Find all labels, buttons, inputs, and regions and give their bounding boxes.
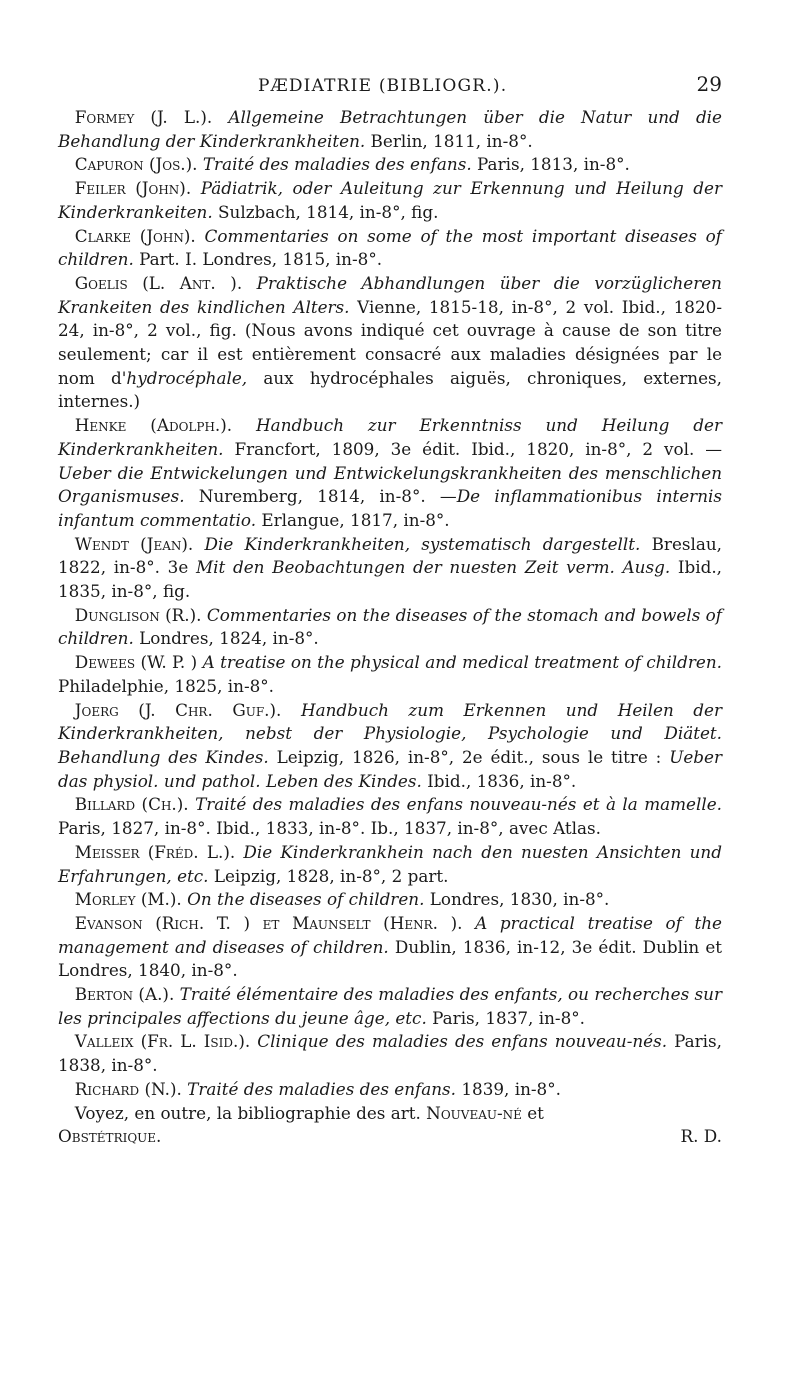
entry-work-title: Die Kinderkrankhein nach den nuesten Ansichten und Erfahrungen, etc. xyxy=(58,841,722,886)
entry-author: Formey (J. L.). xyxy=(74,107,213,127)
entry-work-title: hydrocéphale, xyxy=(126,367,248,388)
entry-author: Evanson (Rich. T. ) et Maunselt (Henr. ). xyxy=(74,912,463,933)
closing-text: Voyez, en outre, la bibliographie des art. xyxy=(74,1102,427,1123)
bibliography-entry xyxy=(58,651,722,698)
bibliography-entry xyxy=(58,841,722,888)
cross-reference: Obstétrique. xyxy=(58,1126,162,1147)
entry-details: Paris, 1813, in-8°. xyxy=(471,154,630,175)
entry-work-title: Allgemeine Betrachtungen über die Natur und die Behandlung der Kinderkrankheiten. xyxy=(58,107,722,151)
entry-author: Morley (M.). xyxy=(74,889,182,910)
entry-details: Londres, 1824, in-8°. xyxy=(133,628,319,649)
author-initials: R. D. xyxy=(680,1126,722,1147)
bibliography-list xyxy=(58,106,722,1102)
entry-author: Joerg (J. Chr. Guf.). xyxy=(74,699,282,720)
bibliography-entry xyxy=(58,106,722,153)
entry-details: Nuremberg, 1814, in-8°. — xyxy=(184,486,457,507)
running-header xyxy=(58,72,722,106)
entry-work-title: Ueber das physiol. und pathol. Leben des Kindes. xyxy=(58,746,722,791)
entry-work-title: Ueber die Entwickelungen und Entwickelungskrankheiten des menschlichen Organismuses. xyxy=(58,462,722,507)
entry-details: Paris, 1827, in-8°. Ibid., 1833, in-8°. Ib., 1837, in-8°, avec Atlas. xyxy=(58,818,601,839)
entry-author: Meisser (Fréd. L.). xyxy=(74,841,236,862)
entry-details: Breslau, 1822, in-8°. 3e xyxy=(58,533,722,578)
entry-author: Henke (Adolph.). xyxy=(74,415,233,436)
entry-author: Billard (Ch.). xyxy=(74,794,189,815)
entry-work-title: Clinique des maladies des enfans nouveau-nés. xyxy=(250,1031,668,1052)
bibliography-entry xyxy=(58,414,722,533)
entry-details: Ibid., 1835, in-8°, fig. xyxy=(58,557,723,602)
entry-details: Berlin, 1811, in-8°. xyxy=(365,130,533,151)
bibliography-entry xyxy=(58,793,722,840)
entry-details: Part. I. Londres, 1815, in-8°. xyxy=(133,249,383,270)
closing-note xyxy=(58,1102,722,1126)
entry-details: Dublin, 1836, in-12, 3e édit. Dublin et Londres, 1840, in-8°. xyxy=(58,936,722,981)
entry-work-title: Traité des maladies des enfans. xyxy=(181,1078,456,1099)
entry-work-title: Traité élémentaire des maladies des enfants, ou recherches sur les principales affections du jeune âge, etc. xyxy=(58,984,722,1028)
bibliography-entry xyxy=(58,604,722,651)
entry-details: Ibid., 1836, in-8°. xyxy=(421,770,577,791)
entry-details: Paris, 1838, in-8°. xyxy=(58,1031,722,1076)
page-number: 29 xyxy=(696,72,722,96)
entry-details: Leipzig, 1828, in-8°, 2 part. xyxy=(208,865,449,886)
bibliography-entry xyxy=(58,533,722,604)
bibliography-entry xyxy=(58,177,722,224)
running-title: PÆDIATRIE (BIBLIOGR.). xyxy=(258,76,508,96)
bibliography-entry xyxy=(58,153,722,177)
entry-details: Erlangue, 1817, in-8°. xyxy=(256,509,450,530)
bibliography-entry xyxy=(58,912,722,983)
bibliography-entry xyxy=(58,1078,722,1102)
entry-work-title: On the diseases of children. xyxy=(181,889,425,910)
entry-work-title: Traité des maladies des enfans. xyxy=(197,154,472,175)
entry-details: Leipzig, 1826, in-8°, 2e édit., sous le titre : xyxy=(268,746,670,767)
entry-author: Dewees (W. P. ) xyxy=(74,652,198,673)
entry-work-title: A practical treatise of the management and diseases of children. xyxy=(58,912,722,957)
entry-work-title: Handbuch zum Erkennen und Heilen der Kinderkrankheiten, nebst der Physiologie, Psychologie und Diätet. Behandlung des Kindes. xyxy=(58,699,722,767)
entry-author: Feiler (John). xyxy=(74,178,192,199)
bibliography-entry xyxy=(58,983,722,1030)
signature-line xyxy=(58,1125,722,1149)
entry-author: Goelis (L. Ant. ). xyxy=(74,272,243,293)
entry-details: Francfort, 1809, 3e édit. Ibid., 1820, in-8°, 2 vol. — xyxy=(223,438,722,459)
entry-author: Dunglison (R.). xyxy=(74,604,202,625)
entry-author: Capuron (Jos.). xyxy=(74,154,198,175)
entry-author: Richard (N.). xyxy=(74,1078,182,1099)
closing-joiner: et xyxy=(521,1102,544,1123)
entry-author: Wendt (Jean). xyxy=(74,533,194,554)
entry-details: Vienne, 1815-18, in-8°, 2 vol. Ibid., 1820-24, in-8°, 2 vol., fig. (Nous avons indiqué cet ouvrage à cause de son titre seulement; car il est entièrement consacré aux maladies désignées par le nom d' xyxy=(58,296,722,388)
entry-work-title: Mit den Beobachtungen der nuesten Zeit verm. Ausg. xyxy=(196,557,671,578)
entry-author: Berton (A.). xyxy=(74,984,175,1005)
bibliography-entry xyxy=(58,1030,722,1077)
entry-details: 1839, in-8°. xyxy=(456,1078,561,1099)
entry-details: Paris, 1837, in-8°. xyxy=(426,1007,585,1028)
entry-work-title: Die Kinderkrankheiten, systematisch dargestellt. xyxy=(193,533,641,554)
entry-work-title: De inflammationibus internis infantum commentatio. xyxy=(58,486,722,530)
entry-work-title: Traité des maladies des enfans nouveau-nés et à la mamelle. xyxy=(188,794,722,815)
bibliography-entry xyxy=(58,699,722,794)
entry-details: Sulzbach, 1814, in-8°, fig. xyxy=(212,201,439,222)
entry-work-title: Praktische Abhandlungen über die vorzüglicheren Krankeiten des kindlichen Alters. xyxy=(58,272,722,317)
entry-author: Valleix (Fr. L. Isid.). xyxy=(74,1031,251,1052)
bibliography-entry xyxy=(58,888,722,912)
bibliography-entry xyxy=(58,225,722,272)
entry-author: Clarke (John). xyxy=(74,225,196,246)
entry-work-title: Pädiatrik, oder Auleitung zur Erkennung und Heilung der Kinderkrankeiten. xyxy=(58,178,722,222)
entry-details: Londres, 1830, in-8°. xyxy=(424,889,610,910)
entry-details: aux hydrocéphales aiguës, chroniques, externes, internes.) xyxy=(58,367,722,412)
cross-reference: Nouveau-né xyxy=(426,1102,522,1123)
entry-work-title: A treatise on the physical and medical treatment of children. xyxy=(197,652,722,673)
entry-work-title: Commentaries on the diseases of the stomach and bowels of children. xyxy=(58,604,723,649)
entry-work-title: Commentaries on some of the most important diseases of children. xyxy=(58,225,722,270)
bibliography-entry xyxy=(58,272,722,414)
entry-work-title: Handbuch zur Erkenntniss und Heilung der Kinderkrankheiten. xyxy=(58,415,722,459)
entry-details: Philadelphie, 1825, in-8°. xyxy=(58,675,275,696)
